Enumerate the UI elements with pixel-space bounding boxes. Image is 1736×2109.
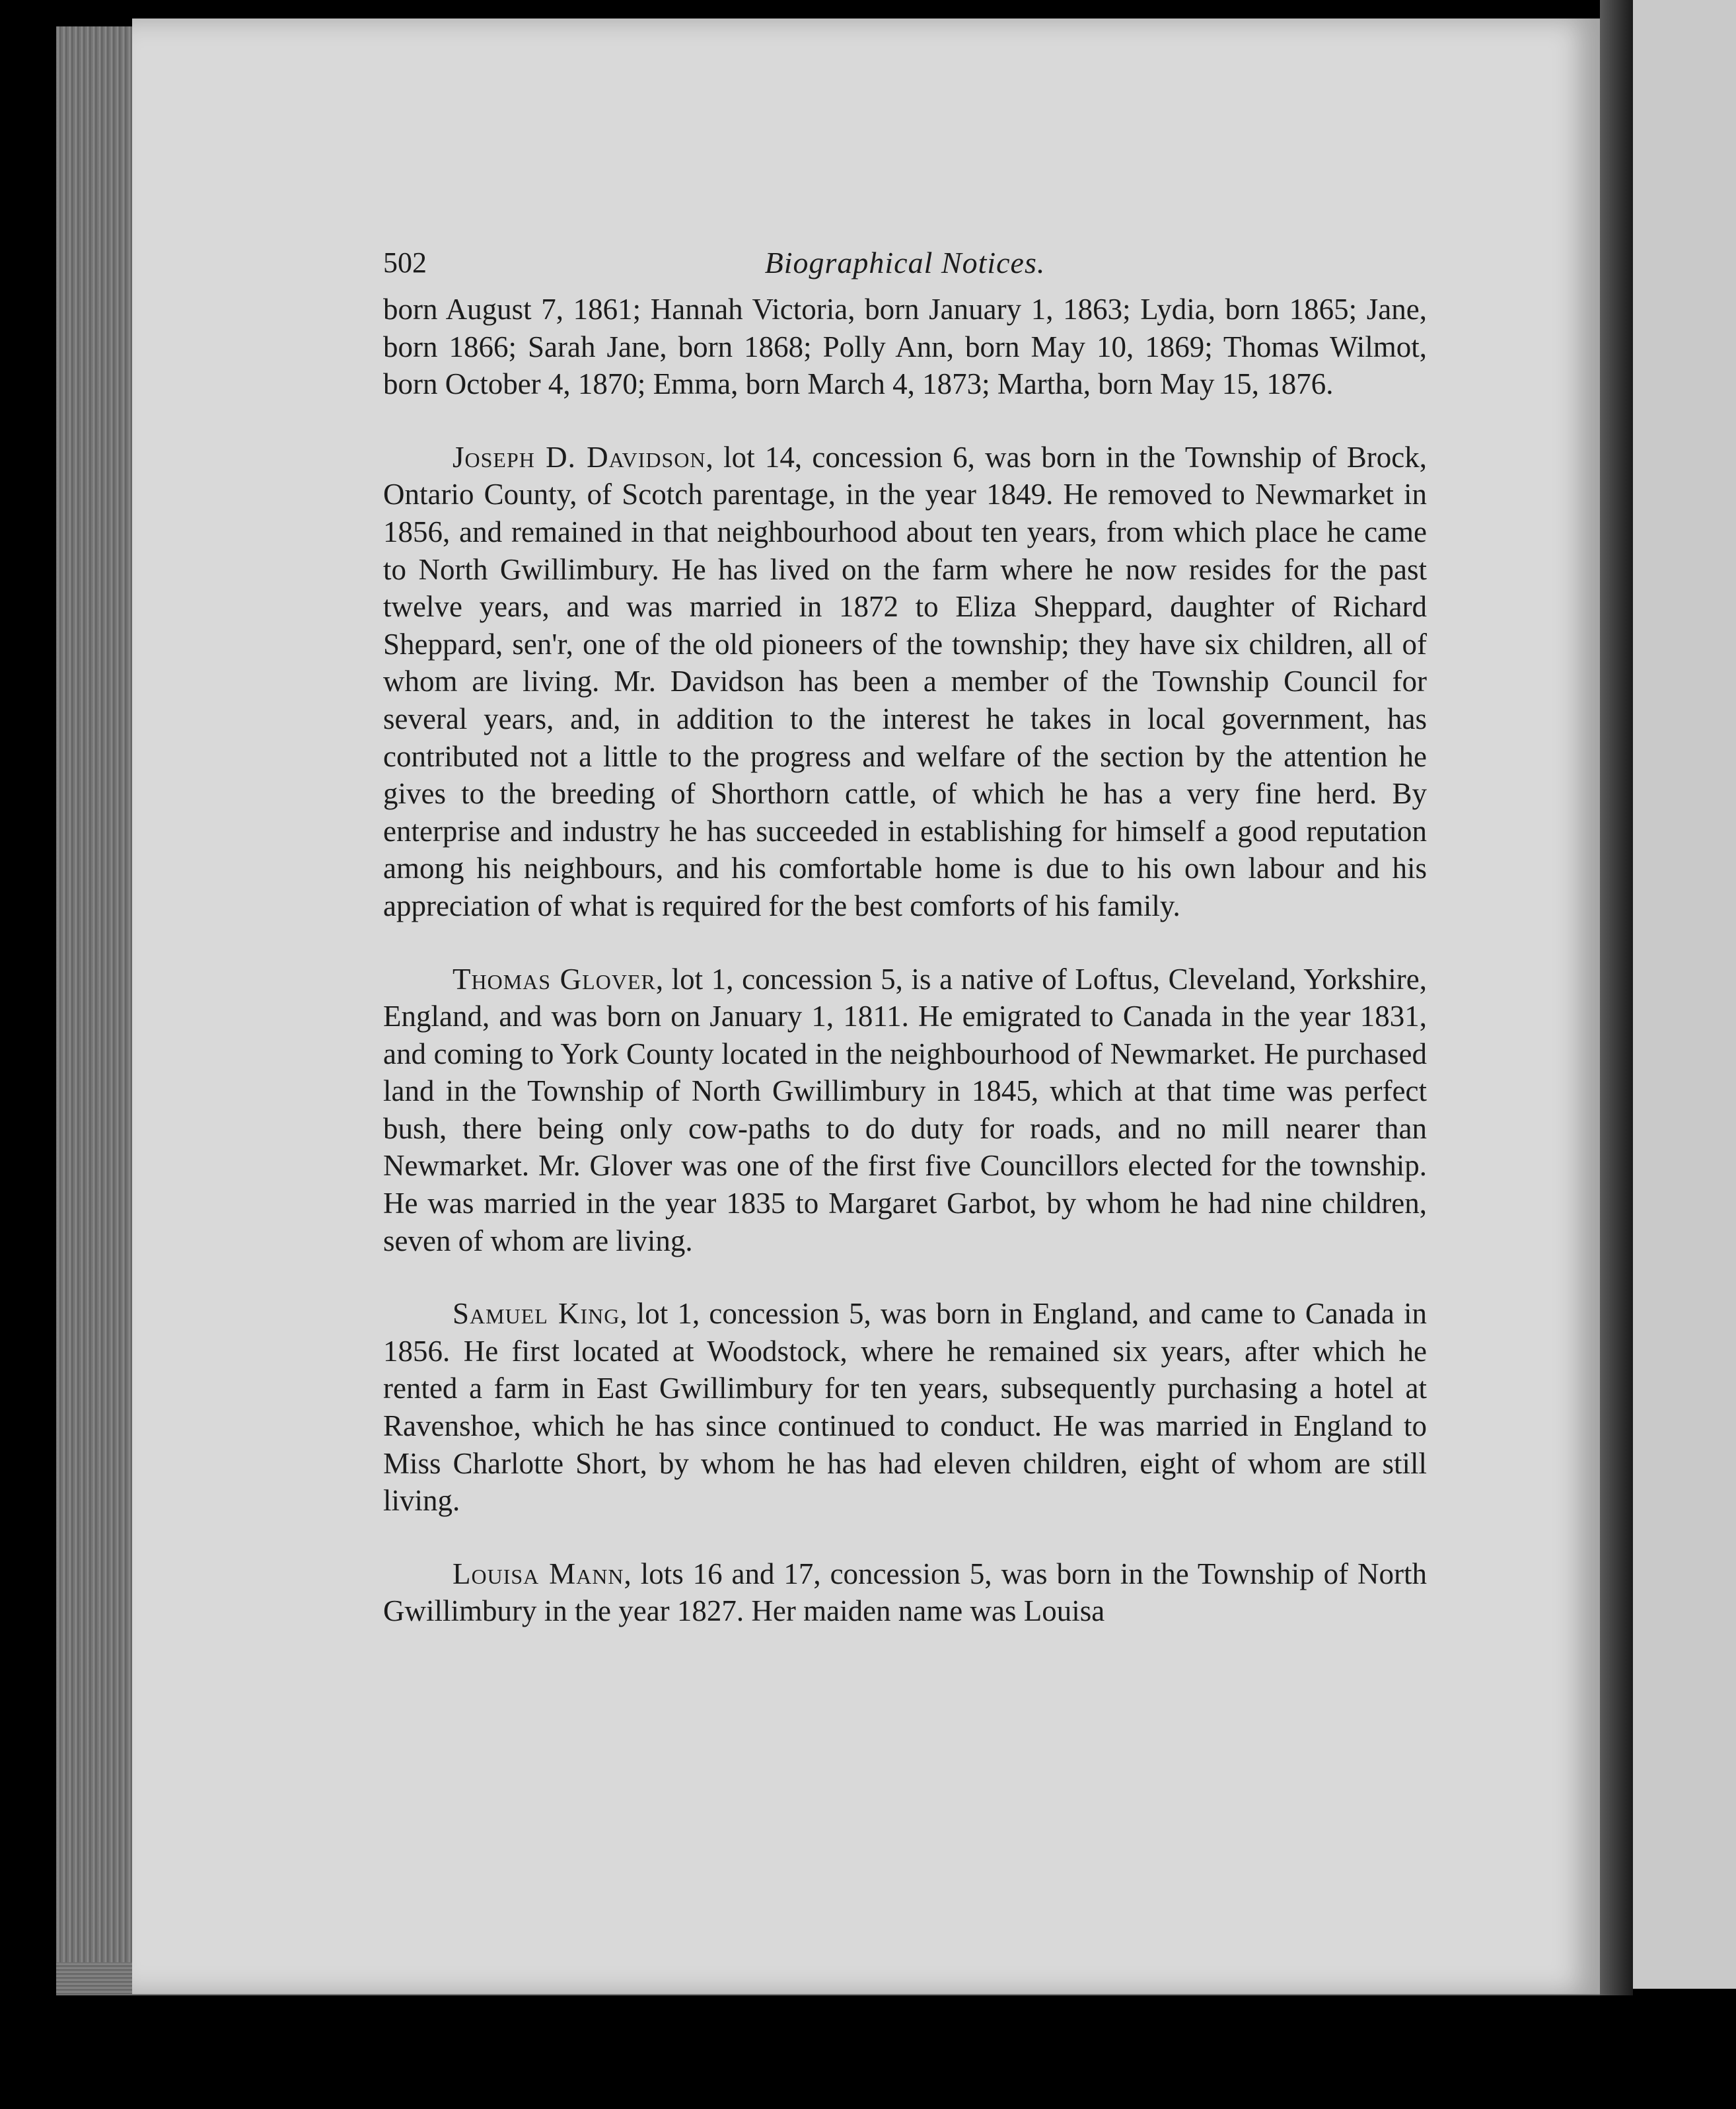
- paragraph-glover: [383, 961, 1427, 1260]
- paragraph-continuation: [383, 291, 1427, 403]
- running-head: [383, 231, 1427, 291]
- page-edge-stack: [56, 26, 137, 1962]
- entry-name: Joseph D. Davidson: [452, 440, 706, 474]
- book-gutter: [1600, 0, 1633, 1995]
- paragraph-text: , lot 14, concession 6, was born in the Township of Brock, Ontario County, of Scotch parentage, in the year 1849. He removed to Newmarket in 1856, and remained in that neighbourhood about ten years, from which place he came to North Gwillimbury. He has lived on the farm where he now resides for the past twelve years, and was married in 1872 to Eliza Sheppard, daughter of Richard Sheppard, sen'r, one of the old pioneers of the township; they have six children, all of whom are living. Mr. Davidson has been a member of the Township Council for several years, and, in addition to the interest he takes in local government, has contributed not a little to the progress and welfare of the section by the attention he gives to the breeding of Shorthorn cattle, of which he has a very fine herd. By enterprise and industry he has succeeded in establishing for himself a good reputation among his neighbours, and his comfortable home is due to his own labour and his appreciation of what is required for the best comforts of his family.: [383, 440, 1427, 922]
- facing-page-edge: [1633, 0, 1736, 1989]
- paragraph-mann: [383, 1555, 1427, 1630]
- paragraph-davidson: [383, 439, 1427, 925]
- entry-name: Samuel King: [452, 1297, 620, 1331]
- paragraph-text: , lots 16 and 17, concession 5, was born in the Township of North Gwillimbury in the year 1827. Her maiden name was Louisa: [383, 1557, 1428, 1628]
- entry-name: Thomas Glover: [452, 962, 656, 996]
- paragraph-text: , lot 1, concession 5, was born in England, and came to Canada in 1856. He first located at Woodstock, where he remained six years, after which he rented a farm in East Gwillimbury for ten years, subsequently purchasing a hotel at Ravenshoe, which he has since continued to conduct. He was married in England to Miss Charlotte Short, by whom he has had eleven children, eight of whom are still living.: [383, 1297, 1427, 1518]
- paragraph-king: [383, 1295, 1427, 1520]
- paragraph-text: , lot 1, concession 5, is a native of Loftus, Cleveland, Yorkshire, England, and was born on January 1, 1811. He emigrated to Canada in the year 1831, and coming to York County located in the neighbourhood of Newmarket. He purchased land in the Township of North Gwillimbury in 1845, which at that time was perfect bush, there being only cow-paths to do duty for roads, and no mill nearer than Newmarket. Mr. Glover was one of the first five Councillors elected for the township. He was married in the year 1835 to Margaret Garbot, by whom he had nine children, seven of whom are living.: [383, 962, 1427, 1257]
- paragraph-text: born August 7, 1861; Hannah Victoria, born January 1, 1863; Lydia, born 1865; Jane, born 1866; Sarah Jane, born 1868; Polly Ann, born May 10, 1869; Thomas Wilmot, born October 4, 1870; Emma, born March 4, 1873; Martha, born May 15, 1876.: [383, 293, 1427, 401]
- page-number: 502: [383, 246, 427, 279]
- running-title: Biographical Notices.: [764, 246, 1046, 279]
- entry-name: Louisa Mann: [452, 1557, 624, 1590]
- page-content: [383, 231, 1427, 1630]
